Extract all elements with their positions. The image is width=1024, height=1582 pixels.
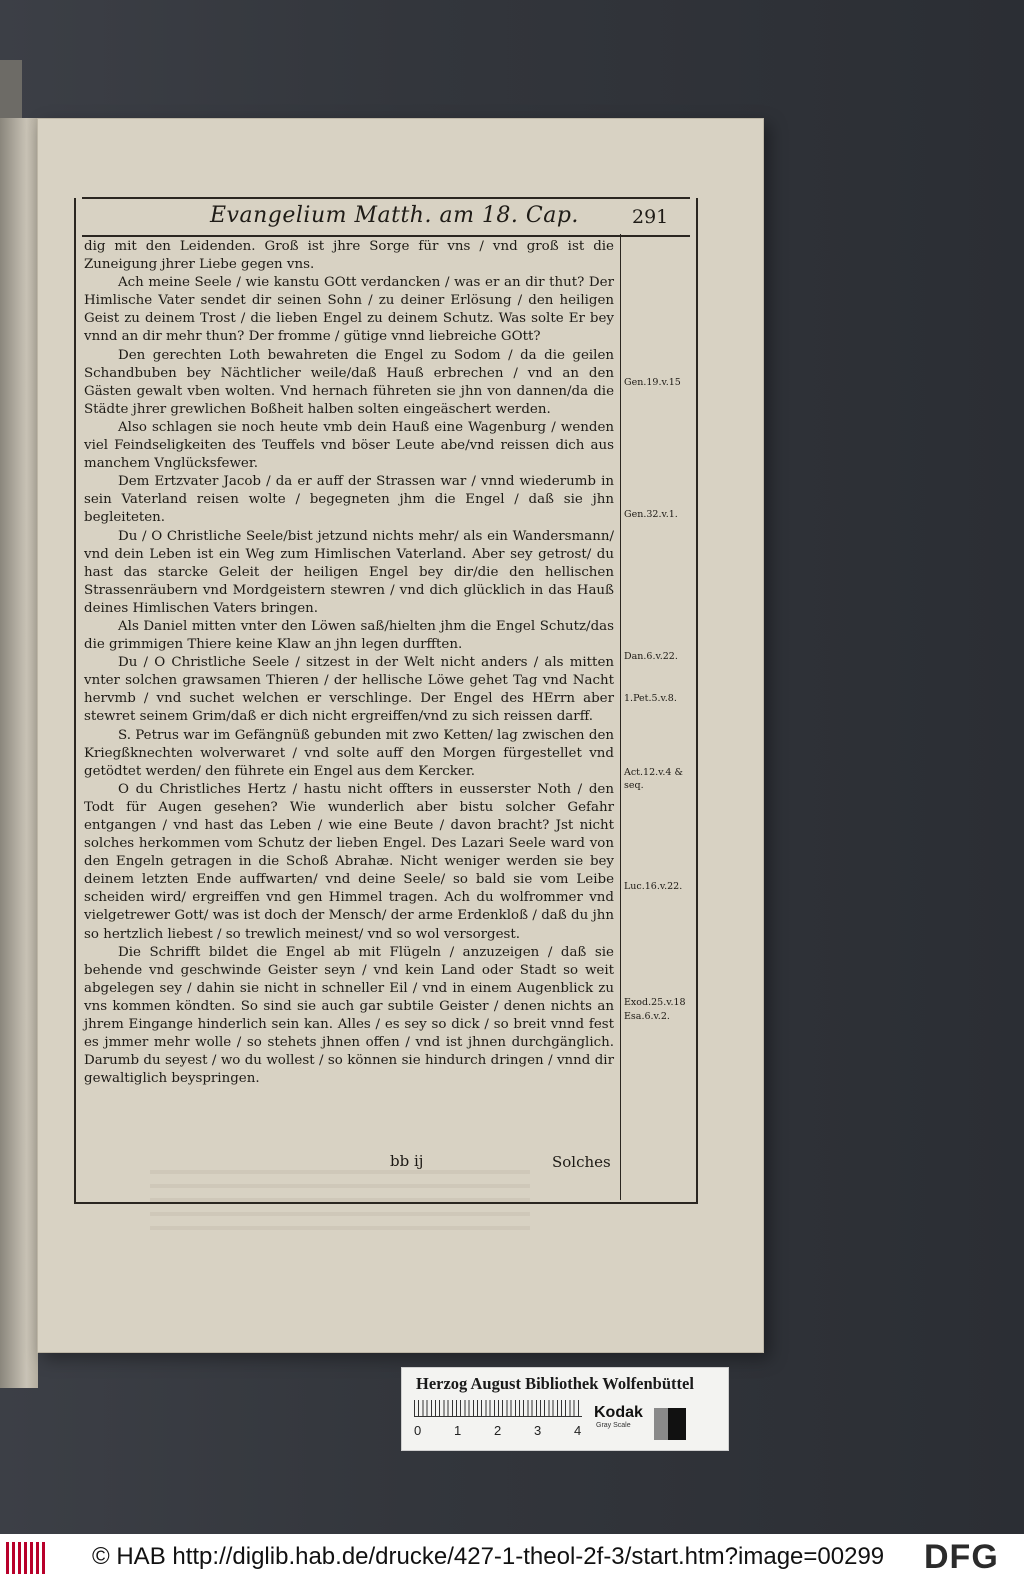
- paragraph: Du / O Christliche Seele / sitzest in der Welt nicht anders / als mitten vnter solchen grawsamen Thieren / der hellische Löwe gehet Tag vnd Nacht hervmb / vnd suchet welchen er verschlinge. Der Engel des HErrn aber stewret seinem Grim/daß er dich nicht ergreiffen/vnd zu sich reissen darff.: [84, 655, 614, 725]
- paragraph: Als Daniel mitten vnter den Löwen saß/hielten jhm die Engel Schutz/das die grimmigen Thiere keine Klaw an jhn legen durfften.: [84, 618, 614, 653]
- scale-number: 2: [494, 1423, 502, 1438]
- show-through-text: [150, 1170, 530, 1230]
- footer-url[interactable]: © HAB http://diglib.hab.de/drucke/427-1-theol-2f-3/start.htm?image=00299: [92, 1543, 885, 1570]
- page-number: 291: [632, 206, 669, 228]
- paragraph: dig mit den Leidenden. Groß ist jhre Sorge für vns / vnd groß ist die Zuneigung jhrer Liebe gegen vns.: [84, 239, 614, 273]
- paragraph: Den gerechten Loth bewahreten die Engel zu Sodom / da die geilen Schandbuben bey Nächtlicher weile/daß Hauß erbrechen / vnd an den Gästen gewalt vben wolten. Vnd hernach führeten sie jhn von dannen/da die Städte jhrer grewlichen Boßheit halben solten eingeäschert werden.: [84, 347, 614, 417]
- gray-scale-caption: Gray Scale: [596, 1422, 631, 1429]
- margin-note: Dan.6.v.22.: [624, 651, 678, 662]
- paragraph: Du / O Christliche Seele/bist jetzund nichts mehr/ als ein Wandersmann/ vnd dein Leben ist ein Weg zum Himlischen Vaterland. Aber sey getrost/ du hast das starcke Geleit der heiligen Engel bey dir/die den hellischen Strassenräubern vnd Mordgeistern stewren / vnd dich glücklich in das Hauß deines Himlischen Vaters bringen.: [84, 528, 614, 616]
- gray-swatch: [654, 1408, 668, 1440]
- margin-note: Act.12.v.4 & seq.: [624, 767, 683, 791]
- black-swatch: [668, 1408, 686, 1440]
- scale-number: 3: [534, 1423, 542, 1438]
- margin-note: Gen.32.v.1.: [624, 509, 678, 520]
- hab-logo-icon: [6, 1542, 46, 1574]
- library-label-title: Herzog August Bibliothek Wolfenbüttel: [416, 1374, 694, 1393]
- paragraph: Also schlagen sie noch heute vmb dein Hauß eine Wagenburg / wenden viel Feindseligkeiten des Teuffels vnd böser Leute abe/vnd reissen dich aus manchem Vnglücksfewer.: [84, 419, 614, 472]
- body-text: [84, 238, 614, 1088]
- paragraph: Die Schrifft bildet die Engel ab mit Flügeln / anzuzeigen / daß sie behende vnd geschwinde Geister seyn / vnd kein Land oder Stadt so weit abgelegen sey / dahin sie nicht in schneller Eil / vnd in einem Augenblick zu vns kommen köndten. So sind sie auch gar subtile Geister / denen nichts an jhrem Eingange hinderlich sein kan. Alles / es sey so dick / so breit vnnd fest es jmmer mehr wolle / so stehets jhnen offen / vnd ist jhnen durchgänglich. Darumb du seyest / wo du wollest / so können sie hindurch dringen / vnnd dir gewaltiglich beyspringen.: [84, 944, 614, 1087]
- margin-note: Exod.25.v.18: [624, 997, 686, 1008]
- library-label: [402, 1368, 728, 1450]
- running-header-title: Evangelium Matth. am 18. Cap.: [210, 203, 579, 228]
- dfg-logo: DFG: [924, 1538, 999, 1576]
- paragraph: S. Petrus war im Gefängnüß gebunden mit zwo Ketten/ lag zwischen den Kriegßknechten wolverwaret / vnd solte auff den Morgen fürgestellet vnd getödtet werden/ den führete ein Engel aus dem Kercker.: [84, 727, 614, 779]
- signature-mark: bb ij: [390, 1152, 424, 1170]
- paragraph: O du Christliches Hertz / hastu nicht offters in eusserster Noth / den Todt für Augen gesehen? Wie wunderlich aber bistu solcher Gefahr entgangen / vnd hast das Leben / wie eine Beute / davon bracht? Jst nicht solches herkommen vom Schutz der lieben Engel. Des Lazari Seele ward von den Engeln getragen in die Schoß Abrahæ. Nicht weniger werden sie bey deinem letzten Ende auffwarten/ vnd deine Seele/ so bald sie vom Leibe scheiden wird/ ergreiffen vnd gen Himmel tragen. Ach du wolfrommer vnd vielgetrewer Gott/ was ist doch der Mensch/ der arme Erdenkloß / daß du jhn so hertzlich liebest / so trewlich meinest/ vnd so wol versorgest.: [84, 781, 614, 942]
- margin-rule: [620, 234, 621, 1200]
- scale-number: 4: [574, 1423, 582, 1438]
- kodak-brand: Kodak: [594, 1404, 643, 1421]
- margin-note: Luc.16.v.22.: [624, 881, 683, 892]
- paragraph: Dem Ertzvater Jacob / da er auff der Strassen war / vnnd wiederumb in sein Vaterland reisen wolte / begegneten jhm die Engel / daß sie jhn begleiteten.: [84, 474, 614, 526]
- catchword: Solches: [552, 1153, 611, 1171]
- scale-number: 0: [414, 1423, 422, 1438]
- footer-bar: [0, 1534, 1024, 1582]
- previous-page-edge: [0, 118, 38, 1388]
- scale-ruler: [414, 1400, 582, 1417]
- scale-number: 1: [454, 1423, 462, 1438]
- margin-note: Gen.19.v.15: [624, 377, 681, 388]
- margin-note: Esa.6.v.2.: [624, 1011, 670, 1022]
- margin-note: 1.Pet.5.v.8.: [624, 693, 677, 704]
- paragraph: Ach meine Seele / wie kanstu GOtt verdancken / was er an dir thut? Der Himlische Vater sendet dir seinen Sohn / zu deiner Erlösung / den heiligen Geist zu deinem Trost / die lieben Engel zu deinem Schutz. Was solte Er bey vnnd an dir mehr thun? Der fromme / gütige vnnd liebreiche GOtt?: [84, 275, 614, 345]
